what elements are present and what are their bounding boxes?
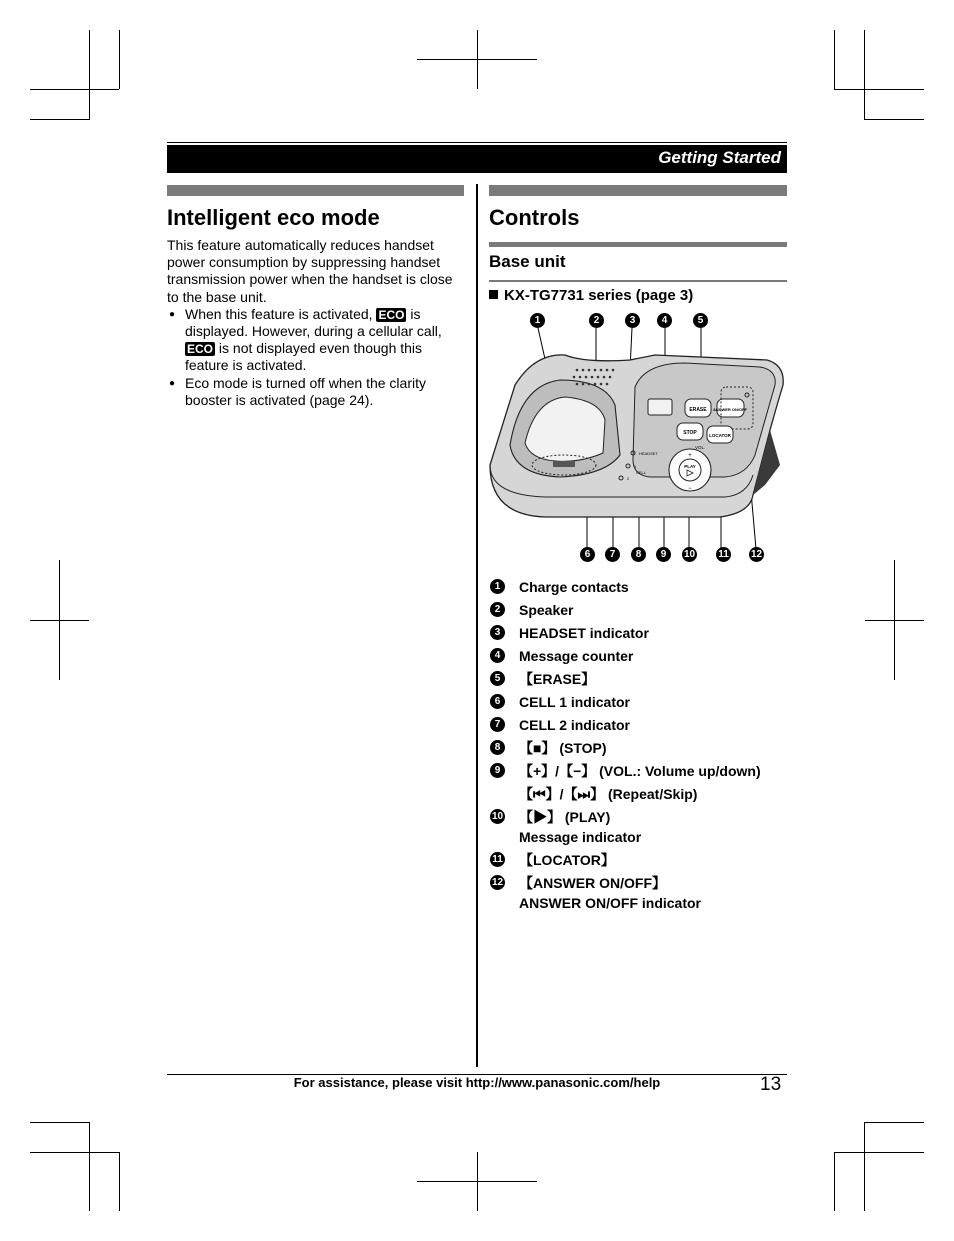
legend-number: 5 [490, 671, 505, 686]
section-title: Getting Started [658, 148, 781, 167]
legend-item [489, 600, 789, 620]
legend-number: 1 [490, 579, 505, 594]
eco-icon: ECO [378, 307, 405, 322]
callout-5: 5 [693, 313, 708, 328]
legend-number: 3 [490, 625, 505, 640]
legend-text-secondary: 【⏮】/【⏭】 (Repeat/Skip) [519, 786, 698, 802]
legend-number: 9 [490, 763, 505, 778]
legend-item [489, 761, 789, 804]
legend-text: HEADSET indicator [519, 625, 649, 641]
legend-number: 10 [491, 811, 504, 822]
legend-text: Charge contacts [519, 579, 629, 595]
legend-text: Speaker [519, 602, 574, 618]
headset-label: HEADSET [639, 451, 658, 456]
section-header-bar [167, 145, 787, 173]
callout-12: 12 [750, 549, 763, 560]
left-section-bar [167, 185, 464, 196]
cell-label: CELL [636, 470, 647, 475]
legend-text: 【■】 (STOP) [519, 740, 607, 756]
play-button-label: PLAY [684, 464, 696, 469]
vol-label: VOL. [695, 445, 706, 450]
legend-text: 【+】/【−】 (VOL.: Volume up/down) [519, 763, 761, 779]
legend-item [489, 646, 789, 666]
erase-button-label: ERASE [689, 407, 707, 413]
legend-number: 12 [491, 877, 504, 888]
legend-item [489, 738, 789, 758]
legend-text: CELL 1 indicator [519, 694, 630, 710]
bullet-1-text-b: is displayed. However, during a cellular call, [185, 305, 442, 340]
legend-text: CELL 2 indicator [519, 717, 630, 733]
page-number: 13 [760, 1074, 782, 1095]
cell-2-label: 2 [627, 476, 630, 481]
callout-6: 6 [580, 547, 595, 562]
stop-button-label: STOP [683, 430, 697, 436]
callout-11: 11 [716, 547, 731, 562]
callout-10: 10 [683, 549, 696, 560]
eco-mode-bullet-1 [167, 306, 467, 375]
legend-text-secondary: ANSWER ON/OFF indicator [519, 895, 701, 911]
legend-text: 【ERASE】 [519, 671, 596, 687]
legend-number: 11 [490, 852, 505, 867]
legend-item [489, 692, 789, 712]
cell-1-label: 1 [634, 464, 637, 469]
controls-title: Controls [489, 205, 580, 230]
legend-item [489, 807, 789, 847]
eco-icon: ECO [187, 342, 214, 357]
callout-8: 8 [631, 547, 646, 562]
svg-text:+: + [688, 453, 692, 459]
callout-9: 9 [656, 547, 671, 562]
legend-text-secondary: Message indicator [519, 829, 642, 845]
controls-legend [489, 577, 789, 916]
bullet-1-text-a: When this feature is activated, [185, 305, 373, 322]
answer-button-label: ANSWER ON/OFF [713, 407, 747, 412]
eco-mode-title: Intelligent eco mode [167, 205, 380, 230]
subtitle-rule-top [489, 242, 787, 247]
legend-item [489, 850, 789, 870]
legend-item [489, 577, 789, 597]
callout-3: 3 [625, 313, 640, 328]
base-unit-illustration [485, 325, 790, 550]
legend-number: 7 [490, 717, 505, 732]
bullet-1-text-c: is not displayed even though this feature is activated. [185, 340, 423, 374]
callout-7: 7 [605, 547, 620, 562]
header-rule [167, 142, 787, 143]
eco-mode-intro: This feature automatically reduces handset power consumption by suppressing handset transmission power when the handset is close to the base unit. [167, 237, 453, 305]
series-text: KX-TG7731 series (page 3) [504, 287, 694, 304]
legend-item [489, 623, 789, 643]
callout-4: 4 [657, 313, 672, 328]
legend-text: Message counter [519, 648, 634, 664]
series-label [489, 287, 693, 304]
callout-1: 1 [530, 313, 545, 328]
base-unit-subtitle: Base unit [489, 252, 566, 271]
square-bullet-icon [489, 290, 498, 299]
legend-number: 8 [490, 740, 505, 755]
svg-text:−: − [688, 486, 692, 492]
legend-text: 【LOCATOR】 [519, 852, 615, 868]
eco-mode-body [167, 237, 467, 409]
legend-number: 2 [490, 602, 505, 617]
footer-assistance: For assistance, please visit http://www.panasonic.com/help [293, 1075, 661, 1090]
eco-mode-bullet-2: ● Eco mode is turned off when the clarity booster is activated (page 24). [167, 375, 467, 409]
legend-number: 4 [490, 648, 505, 663]
legend-text: 【ANSWER ON/OFF】 [519, 875, 666, 891]
locator-button-label: LOCATOR [709, 433, 731, 438]
legend-text: 【▶】 (PLAY) [519, 809, 611, 825]
callout-2: 2 [589, 313, 604, 328]
legend-number: 6 [490, 694, 505, 709]
legend-item [489, 715, 789, 735]
right-section-bar [489, 185, 787, 196]
legend-item [489, 669, 789, 689]
subtitle-rule-bottom [489, 280, 787, 282]
legend-item [489, 873, 789, 913]
column-divider [476, 184, 478, 1067]
